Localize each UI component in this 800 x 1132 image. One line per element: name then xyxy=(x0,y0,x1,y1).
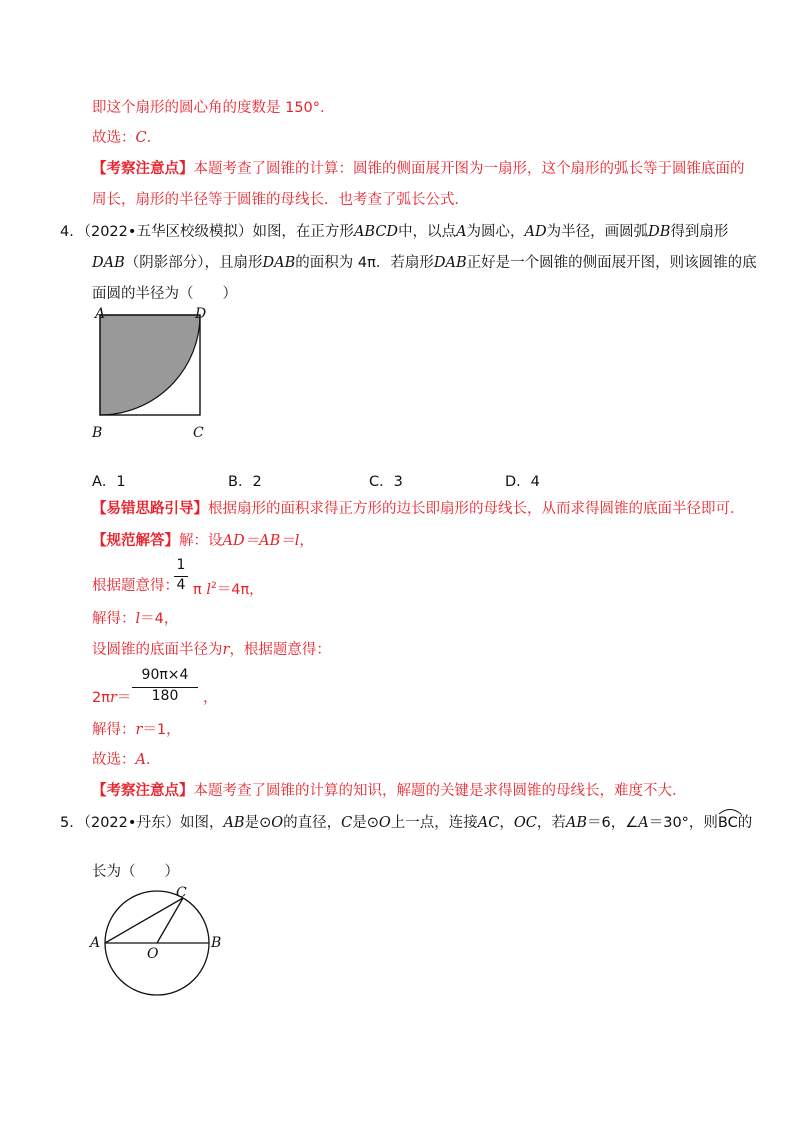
q4-text: 正好是一个圆锥的侧面展开图，则该圆锥的底 xyxy=(466,255,757,271)
q4-text: 为圆心， xyxy=(466,224,525,240)
shaded-sector xyxy=(100,315,200,415)
q4-var: AD xyxy=(524,224,547,240)
q5-var: O xyxy=(271,815,284,831)
q4-option-c: C．3 xyxy=(369,474,403,490)
prev-conclusion: 即这个扇形的圆心角的度数是 150°． xyxy=(92,100,335,116)
note-text: 本题考查了圆锥的计算：圆锥的侧面展开图为一扇形，这个扇形的弧长等于圆锥底面的 xyxy=(193,161,745,177)
q4-text: （阴影部分），且扇形 xyxy=(124,255,263,271)
q4-text: 的面积为 4π．若扇形 xyxy=(295,255,434,271)
q4-label-d: D xyxy=(195,306,207,322)
q5-text: ＝6，∠ xyxy=(587,815,639,831)
step-var: r xyxy=(222,642,230,658)
q4-text: 为半径，画圆弧 xyxy=(546,224,649,240)
step-var: r xyxy=(135,722,143,738)
q4-var: DAB xyxy=(262,255,296,271)
q4-step4-end: ， xyxy=(203,690,218,706)
solution-text: 解：设 xyxy=(179,533,223,549)
q5-label-c: C xyxy=(176,885,187,901)
note-tag: 【考察注意点】 xyxy=(92,783,194,799)
q5-label-a: A xyxy=(90,935,101,951)
step-var: l xyxy=(206,581,211,598)
q5-line1 xyxy=(60,813,752,833)
q4-line2 xyxy=(92,253,757,273)
hint-tag: 【易错思路引导】 xyxy=(92,501,208,517)
q4-var: DB xyxy=(648,224,671,240)
fraction-numerator: 1 xyxy=(176,557,186,573)
q5-var: AB xyxy=(223,815,245,831)
q4-line3: 面圆的半径为（ ） xyxy=(92,286,237,302)
q5-text: 上一点，连接 xyxy=(390,815,478,831)
step-text: 解得： xyxy=(92,722,136,738)
fraction-numerator: 90π×4 xyxy=(141,667,189,683)
q4-text: （2022•五华区校级模拟）如图，在正方形 xyxy=(83,224,354,240)
q5-var: A xyxy=(638,815,649,831)
q4-text: 中，以点 xyxy=(398,224,457,240)
q4-option-d: D．4 xyxy=(505,474,540,490)
q4-step2 xyxy=(92,609,178,629)
q5-var: O xyxy=(378,815,391,831)
q4-line1 xyxy=(60,222,728,242)
step-text: 解得： xyxy=(92,611,136,627)
q5-text: ， xyxy=(499,815,514,831)
step-text: ＝4， xyxy=(140,611,179,627)
q4-var: DAB xyxy=(92,255,125,271)
q4-note xyxy=(92,781,687,801)
step-exponent: 2 xyxy=(210,581,217,591)
solution-tag: 【规范解答】 xyxy=(92,533,179,549)
q4-label-a: A xyxy=(95,306,106,322)
q4-var: DAB xyxy=(433,255,467,271)
note-tag: 【考察注意点】 xyxy=(92,161,194,177)
prev-note-line2: 周长，扇形的半径等于圆锥的母线长．也考查了弧长公式． xyxy=(92,192,469,208)
q4-step3 xyxy=(92,640,331,660)
choose-value: C xyxy=(135,130,147,146)
step-var: l xyxy=(135,611,141,627)
step-text: ，根据题意得： xyxy=(229,642,331,658)
q5-text: 的直径， xyxy=(283,815,342,831)
q4-label-b: B xyxy=(92,425,103,441)
q4-step1-expr xyxy=(193,576,264,600)
q5-text: ，若 xyxy=(536,815,566,831)
q5-var: AB xyxy=(565,815,587,831)
step-text: π xyxy=(193,581,202,598)
step-text: ＝ xyxy=(116,690,132,706)
q5-var: BC xyxy=(717,815,738,831)
arc-bc xyxy=(718,813,738,833)
q4-var: ABCD xyxy=(353,224,399,240)
q5-label-o: O xyxy=(147,946,159,962)
q4-solution-intro xyxy=(92,531,314,551)
chord-ac xyxy=(105,898,183,943)
step-text: ＝1， xyxy=(142,722,181,738)
q5-text: 是⊙ xyxy=(244,815,272,831)
q4-step1-label: 根据题意得： xyxy=(92,578,179,594)
q5-line2: 长为（ ） xyxy=(92,864,179,880)
q5-var: C xyxy=(341,815,353,831)
q4-option-a: A．1 xyxy=(92,474,126,490)
note-text: 本题考查了圆锥的计算的知识，解题的关键是求得圆锥的母线长，难度不大． xyxy=(193,783,687,799)
choose-label: 故选： xyxy=(92,130,136,146)
q4-choose: 故选：A． xyxy=(92,752,161,768)
q4-option-b: B．2 xyxy=(228,474,262,490)
q4-hint xyxy=(92,499,745,519)
q4-step5 xyxy=(92,720,181,740)
q4-number: 4． xyxy=(60,224,84,240)
q5-var: OC xyxy=(513,815,537,831)
fraction-denominator: 180 xyxy=(151,688,179,704)
prev-note-line1 xyxy=(92,159,745,179)
q5-text: （2022•丹东）如图， xyxy=(83,815,224,831)
q5-figure xyxy=(100,885,220,1005)
q4-text: 得到扇形 xyxy=(670,224,729,240)
q4-figure xyxy=(88,305,218,445)
choose-label: 故选： xyxy=(92,752,136,768)
step-text: 2π xyxy=(92,690,110,706)
solution-text: ， xyxy=(299,533,314,549)
q5-var: AC xyxy=(477,815,500,831)
q5-text: 是⊙ xyxy=(352,815,379,831)
fraction-denominator: 4 xyxy=(176,577,186,593)
q4-var: A xyxy=(456,224,467,240)
step-var: r xyxy=(109,690,117,706)
q4-step4-left xyxy=(92,688,131,708)
q5-number: 5． xyxy=(60,815,84,831)
arc-symbol-icon xyxy=(718,807,742,815)
step-text: ＝4π， xyxy=(216,581,264,598)
q5-text: 的 xyxy=(737,815,753,831)
q5-text: ＝30°，则 xyxy=(648,815,718,831)
choose-value: A xyxy=(135,752,146,768)
hint-text: 根据扇形的面积求得正方形的边长即扇形的母线长，从而求得圆锥的底面半径即可． xyxy=(208,501,745,517)
step-text: 设圆锥的底面半径为 xyxy=(92,642,223,658)
solution-var: AD＝AB＝l xyxy=(222,533,300,549)
q4-label-c: C xyxy=(193,425,204,441)
prev-choose: 故选：C． xyxy=(92,130,162,146)
q5-label-b: B xyxy=(211,935,222,951)
